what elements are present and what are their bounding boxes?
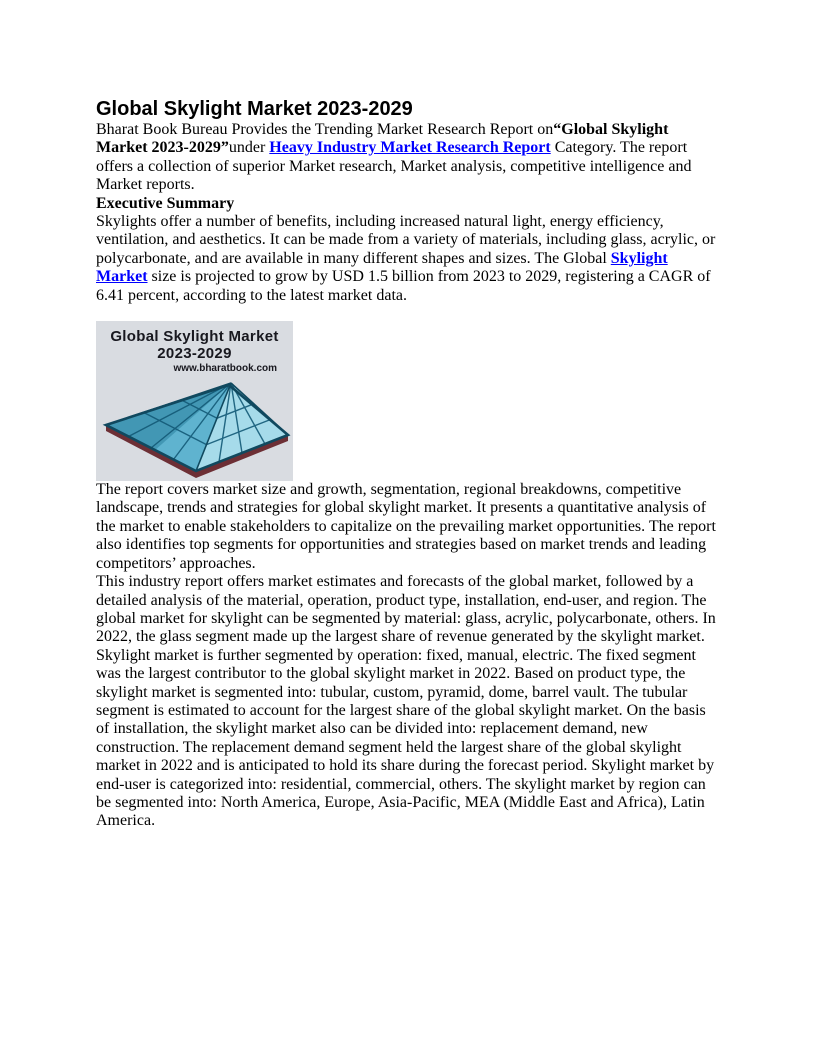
executive-summary-heading: Executive Summary <box>96 194 235 212</box>
promo-website-text: www.bharatbook.com <box>173 363 277 375</box>
executive-summary-tail-text: size is projected to grow by USD 1.5 billion from 2023 to 2029, registering a CAGR of 6.41 percent, according to the latest market data. <box>96 268 711 304</box>
heavy-industry-category-link[interactable]: Heavy Industry Market Research Report <box>269 139 551 157</box>
executive-summary-lead-text: Skylights offer a number of benefits, including increased natural light, energy efficiency, ventilation, and aesthetics. It can be made from a variety of materials, including glass, acrylic, or polycarbonate, and are available in many different shapes and sizes. The Global <box>96 213 716 267</box>
skylight-illustration <box>96 379 293 479</box>
report-scope-paragraph: The report covers market size and growth, segmentation, regional breakdowns, competitive landscape, trends and strategies for global skylight market. It presents a quantitative analysis of the market to enable stakeholders to capitalize on the prevailing market opportunities. The report also identifies top segments for opportunities and strategies based on market trends and leading competitors’ approaches. <box>96 481 716 572</box>
intro-bold-report-title: “Global Skylight Market 2023-2029” <box>96 121 669 157</box>
intro-paragraph <box>96 121 720 195</box>
segmentation-paragraph: This industry report offers market estimates and forecasts of the global market, followed by a detailed analysis of the material, operation, product type, installation, end-user, and region. The global market for skylight can be segmented by material: glass, acrylic, polycarbonate, others. In 2022, the glass segment made up the largest share of revenue generated by the skylight market. Skylight market is further segmented by operation: fixed, manual, electric. The fixed segment was the largest contributor to the global skylight market in 2022. Based on product type, the skylight market is segmented into: tubular, custom, pyramid, dome, barrel vault. The tubular segment is estimated to account for the largest share of the global skylight market. On the basis of installation, the skylight market also can be divided into: replacement demand, new construction. The replacement demand segment held the largest share of the global skylight market in 2022 and is anticipated to hold its share during the forecast period. Skylight market by end-user is categorized into: residential, commercial, others. The skylight market by region can be segmented into: North America, Europe, Asia-Pacific, MEA (Middle East and Africa), Latin America. <box>96 573 716 830</box>
promo-title-line1: Global Skylight Market <box>110 328 279 346</box>
skylight-promo-image <box>96 321 293 481</box>
intro-connector-text: under <box>228 139 270 157</box>
executive-summary-section <box>96 195 720 305</box>
skylight-market-link[interactable]: Skylight Market <box>96 249 668 286</box>
promo-title-line2: 2023-2029 <box>157 345 232 363</box>
intro-tail-text: Category. The report offers a collection of superior Market research, Market analysis, competitive intelligence and Market reports. <box>96 139 692 194</box>
intro-lead-text: Bharat Book Bureau Provides the Trending Market Research Report on <box>96 121 554 138</box>
page-title: Global Skylight Market 2023-2029 <box>96 98 413 120</box>
